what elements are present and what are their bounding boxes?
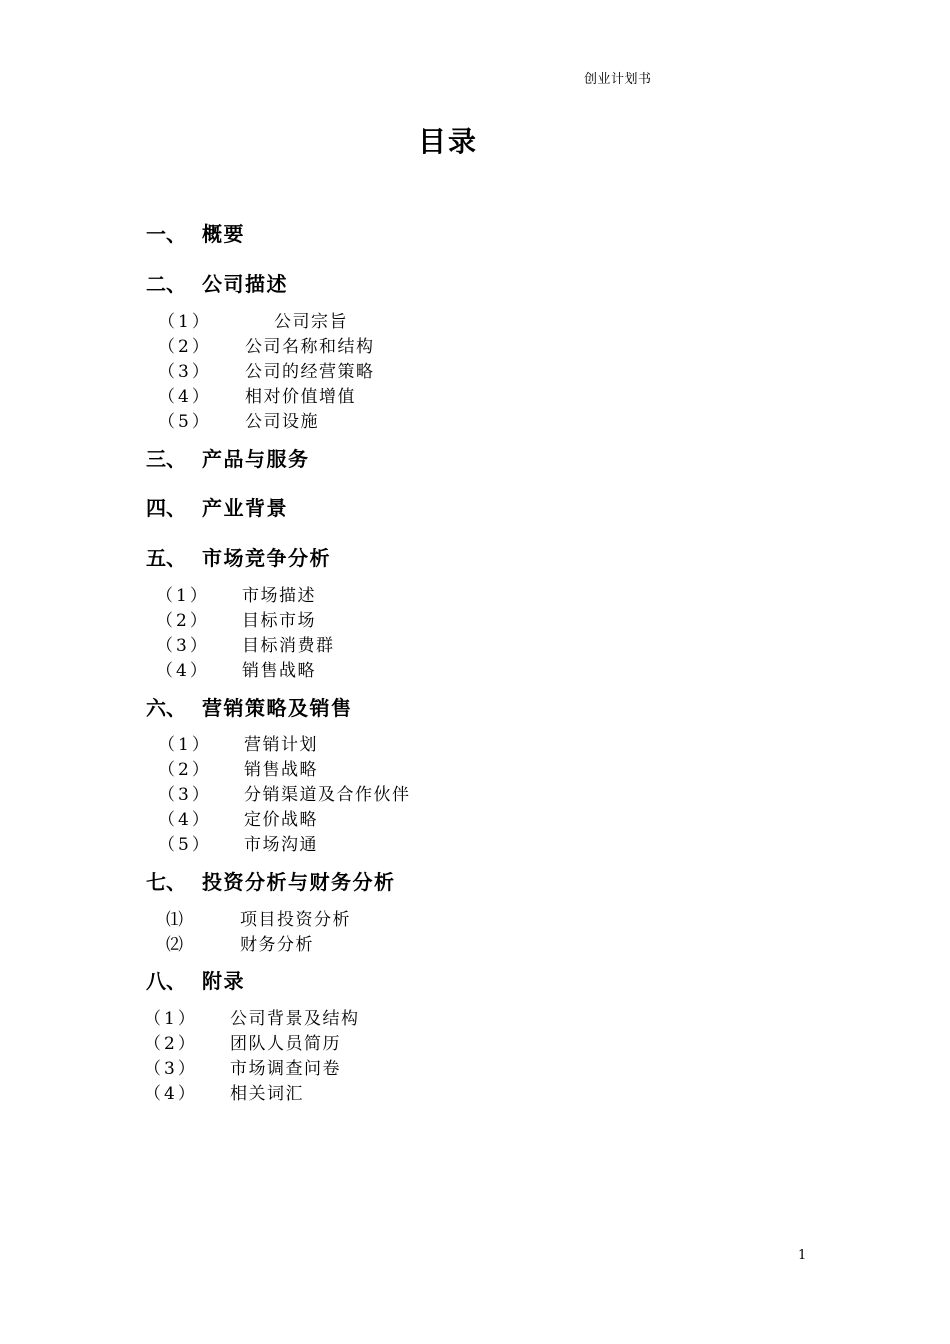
page-title: 目录 xyxy=(418,125,479,158)
toc-section-number: 八、 xyxy=(146,969,186,993)
toc-item-number: （5） xyxy=(158,835,212,855)
toc-section-label: 产业背景 xyxy=(202,496,288,520)
toc-item-number: （4） xyxy=(158,387,212,407)
toc-item-number: （5） xyxy=(158,412,212,432)
toc-item-label: 目标消费群 xyxy=(242,636,335,656)
toc-item-label: 相对价值增值 xyxy=(245,387,356,407)
toc-item-number: （2） xyxy=(158,760,212,780)
toc-section-label: 公司描述 xyxy=(202,272,288,296)
toc-item-label: 公司的经营策略 xyxy=(245,362,375,382)
page-number: 1 xyxy=(798,1248,807,1263)
toc-item-number: （2） xyxy=(158,337,212,357)
toc-item-label: 分销渠道及合作伙伴 xyxy=(244,785,411,805)
toc-item-label: 市场描述 xyxy=(242,586,316,606)
toc-item-label: 财务分析 xyxy=(240,935,314,955)
toc-item-number: （3） xyxy=(144,1059,198,1079)
toc-item-number: （4） xyxy=(158,810,212,830)
toc-item-label: 市场调查问卷 xyxy=(230,1059,341,1079)
toc-section-label: 市场竞争分析 xyxy=(202,546,331,570)
toc-item-label: 市场沟通 xyxy=(244,835,318,855)
toc-item-number: （2） xyxy=(144,1034,198,1054)
toc-item-number: ⑵ xyxy=(166,935,186,955)
toc-section-number: 三、 xyxy=(146,447,186,471)
toc-item-number: （3） xyxy=(156,636,210,656)
toc-section-label: 附录 xyxy=(202,969,245,993)
running-header: 创业计划书 xyxy=(584,72,652,87)
toc-item-label: 营销计划 xyxy=(244,735,318,755)
toc-item-label: 销售战略 xyxy=(242,661,316,681)
toc-item-label: 销售战略 xyxy=(244,760,318,780)
toc-item-number: （3） xyxy=(158,362,212,382)
toc-item-label: 公司背景及结构 xyxy=(230,1009,360,1029)
toc-section-label: 营销策略及销售 xyxy=(202,696,353,720)
toc-item-number: （2） xyxy=(156,611,210,631)
toc-item-number: （3） xyxy=(158,785,212,805)
toc-section-number: 五、 xyxy=(146,546,186,570)
toc-item-number: （1） xyxy=(144,1009,198,1029)
toc-item-label: 定价战略 xyxy=(244,810,318,830)
toc-section-label: 产品与服务 xyxy=(202,447,310,471)
toc-item-number: （1） xyxy=(158,735,212,755)
toc-item-label: 公司设施 xyxy=(245,412,319,432)
toc-item-number: （1） xyxy=(158,312,212,332)
toc-item-label: 目标市场 xyxy=(242,611,316,631)
toc-item-number: （1） xyxy=(156,586,210,606)
toc-section-number: 一、 xyxy=(146,222,186,246)
toc-item-label: 公司宗旨 xyxy=(274,312,348,332)
toc-item-label: 公司名称和结构 xyxy=(245,337,375,357)
toc-section-number: 二、 xyxy=(146,272,186,296)
toc-item-label: 相关词汇 xyxy=(230,1084,304,1104)
toc-item-label: 团队人员简历 xyxy=(230,1034,341,1054)
toc-section-label: 概要 xyxy=(202,222,245,246)
toc-section-label: 投资分析与财务分析 xyxy=(202,870,396,894)
toc-section-number: 六、 xyxy=(146,696,186,720)
toc-item-number: （4） xyxy=(156,661,210,681)
toc-item-number: （4） xyxy=(144,1084,198,1104)
toc-item-number: ⑴ xyxy=(166,910,186,930)
toc-section-number: 四、 xyxy=(146,496,186,520)
toc-item-label: 项目投资分析 xyxy=(240,910,351,930)
toc-section-number: 七、 xyxy=(146,870,186,894)
